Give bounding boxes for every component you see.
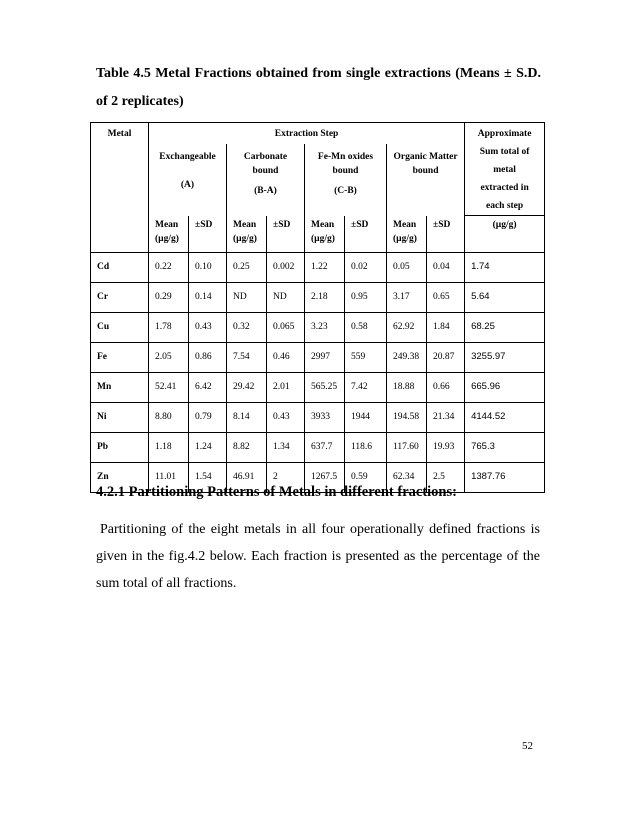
- metal-name-cell: Pb: [91, 432, 149, 462]
- table-row: [91, 282, 545, 312]
- sd-cell: 0.65: [427, 282, 465, 312]
- table-row: [91, 432, 545, 462]
- paragraph-line-2: given in the fig.4.2 below. Each fraction is presented as the percentage of the: [96, 549, 540, 564]
- mean-cell: 1267.5: [305, 462, 345, 492]
- mean-cell: 46.91: [227, 462, 267, 492]
- mean-cell: 0.29: [149, 282, 189, 312]
- sd-cell: 1.84: [427, 312, 465, 342]
- sd-cell: 1.54: [189, 462, 227, 492]
- extraction-step-header: Extraction Step: [149, 123, 465, 144]
- metal-fractions-table: [90, 122, 545, 493]
- mean-cell: 3.23: [305, 312, 345, 342]
- mean-cell: 7.54: [227, 342, 267, 372]
- metal-name-cell: Ni: [91, 402, 149, 432]
- sd-cell: 1.24: [189, 432, 227, 462]
- mean-cell: 194.58: [387, 402, 427, 432]
- paragraph-line-3: sum total of all fractions.: [96, 576, 237, 591]
- fraction-carbonate: Carbonate bound (B-A): [227, 144, 305, 216]
- sd-cell: 21.34: [427, 402, 465, 432]
- metal-name-cell: Fe: [91, 342, 149, 372]
- mean-cell: 62.34: [387, 462, 427, 492]
- metal-name-cell: Cr: [91, 282, 149, 312]
- total-unit-header: (µg/g): [465, 216, 545, 253]
- page-number: 52: [522, 740, 533, 752]
- paragraph-line-1: Partitioning of the eight metals in all four operationally defined fractions is: [100, 522, 540, 537]
- sd-cell: 7.42: [345, 372, 387, 402]
- caption-line-1: Table 4.5 Metal Fractions obtained from single extractions (Means ± S.D.: [96, 66, 541, 81]
- sd-header-b: ±SD: [267, 216, 305, 253]
- approx-total-header: Approximate Sum total of metal extracted in each step: [465, 123, 545, 216]
- sd-cell: 6.42: [189, 372, 227, 402]
- table-caption: [96, 60, 541, 116]
- mean-header-c: Mean (µg/g): [305, 216, 345, 253]
- body-paragraph: [96, 516, 540, 597]
- metal-name-cell: Mn: [91, 372, 149, 402]
- sd-cell: 0.95: [345, 282, 387, 312]
- mean-cell: 2.05: [149, 342, 189, 372]
- mean-cell: 8.14: [227, 402, 267, 432]
- sd-cell: 0.02: [345, 252, 387, 282]
- mean-cell: 0.32: [227, 312, 267, 342]
- total-cell: 68.25: [465, 312, 545, 342]
- sd-cell: 0.14: [189, 282, 227, 312]
- mean-cell: 8.82: [227, 432, 267, 462]
- metal-column-header: Metal: [91, 123, 149, 253]
- section-heading: 4.2.1 Partitioning Patterns of Metals in different fractions:: [96, 484, 457, 500]
- mean-header-d: Mean (µg/g): [387, 216, 427, 253]
- mean-cell: 0.25: [227, 252, 267, 282]
- mean-cell: 3933: [305, 402, 345, 432]
- sd-cell: 0.002: [267, 252, 305, 282]
- sd-cell: 0.58: [345, 312, 387, 342]
- mean-cell: 8.80: [149, 402, 189, 432]
- total-cell: 1.74: [465, 252, 545, 282]
- fraction-organic-matter: Organic Matter bound: [387, 144, 465, 216]
- metal-name-cell: Cd: [91, 252, 149, 282]
- sd-cell: 0.10: [189, 252, 227, 282]
- fraction-exchangeable: Exchangeable (A): [149, 144, 227, 216]
- sd-cell: 2.5: [427, 462, 465, 492]
- total-cell: 4144.52: [465, 402, 545, 432]
- sd-cell: 0.79: [189, 402, 227, 432]
- sd-cell: ND: [267, 282, 305, 312]
- sd-header-c: ±SD: [345, 216, 387, 253]
- table-row: [91, 372, 545, 402]
- mean-cell: 52.41: [149, 372, 189, 402]
- mean-cell: 29.42: [227, 372, 267, 402]
- sd-cell: 2: [267, 462, 305, 492]
- sd-cell: 0.065: [267, 312, 305, 342]
- mean-cell: ND: [227, 282, 267, 312]
- sd-cell: 559: [345, 342, 387, 372]
- table-row: [91, 312, 545, 342]
- sd-header-d: ±SD: [427, 216, 465, 253]
- table-row: [91, 402, 545, 432]
- total-cell: 3255.97: [465, 342, 545, 372]
- sd-cell: 0.86: [189, 342, 227, 372]
- metal-name-cell: Cu: [91, 312, 149, 342]
- mean-cell: 249.38: [387, 342, 427, 372]
- total-cell: 765.3: [465, 432, 545, 462]
- mean-cell: 1.78: [149, 312, 189, 342]
- sd-cell: 0.66: [427, 372, 465, 402]
- sd-cell: 2.01: [267, 372, 305, 402]
- table-body: [91, 252, 545, 492]
- sd-cell: 20.87: [427, 342, 465, 372]
- mean-cell: 637.7: [305, 432, 345, 462]
- mean-cell: 18.88: [387, 372, 427, 402]
- table-row: [91, 252, 545, 282]
- sd-header-a: ±SD: [189, 216, 227, 253]
- sd-cell: 19.93: [427, 432, 465, 462]
- mean-cell: 11.01: [149, 462, 189, 492]
- sd-cell: 0.43: [267, 402, 305, 432]
- mean-cell: 62.92: [387, 312, 427, 342]
- sd-cell: 0.04: [427, 252, 465, 282]
- sd-cell: 1.34: [267, 432, 305, 462]
- metal-name-cell: Zn: [91, 462, 149, 492]
- mean-cell: 117.60: [387, 432, 427, 462]
- mean-cell: 1.22: [305, 252, 345, 282]
- table-row: [91, 342, 545, 372]
- mean-cell: 565.25: [305, 372, 345, 402]
- mean-cell: 0.05: [387, 252, 427, 282]
- sd-cell: 0.43: [189, 312, 227, 342]
- total-cell: 5.64: [465, 282, 545, 312]
- sd-cell: 0.59: [345, 462, 387, 492]
- mean-cell: 3.17: [387, 282, 427, 312]
- mean-cell: 1.18: [149, 432, 189, 462]
- sd-cell: 1944: [345, 402, 387, 432]
- mean-header-a: Mean (µg/g): [149, 216, 189, 253]
- caption-line-2: of 2 replicates): [96, 94, 184, 109]
- sd-cell: 118.6: [345, 432, 387, 462]
- total-cell: 665.96: [465, 372, 545, 402]
- sd-cell: 0.46: [267, 342, 305, 372]
- mean-header-b: Mean (µg/g): [227, 216, 267, 253]
- mean-cell: 0.22: [149, 252, 189, 282]
- mean-cell: 2.18: [305, 282, 345, 312]
- mean-cell: 2997: [305, 342, 345, 372]
- total-cell: 1387.76: [465, 462, 545, 492]
- fraction-fe-mn-oxides: Fe-Mn oxides bound (C-B): [305, 144, 387, 216]
